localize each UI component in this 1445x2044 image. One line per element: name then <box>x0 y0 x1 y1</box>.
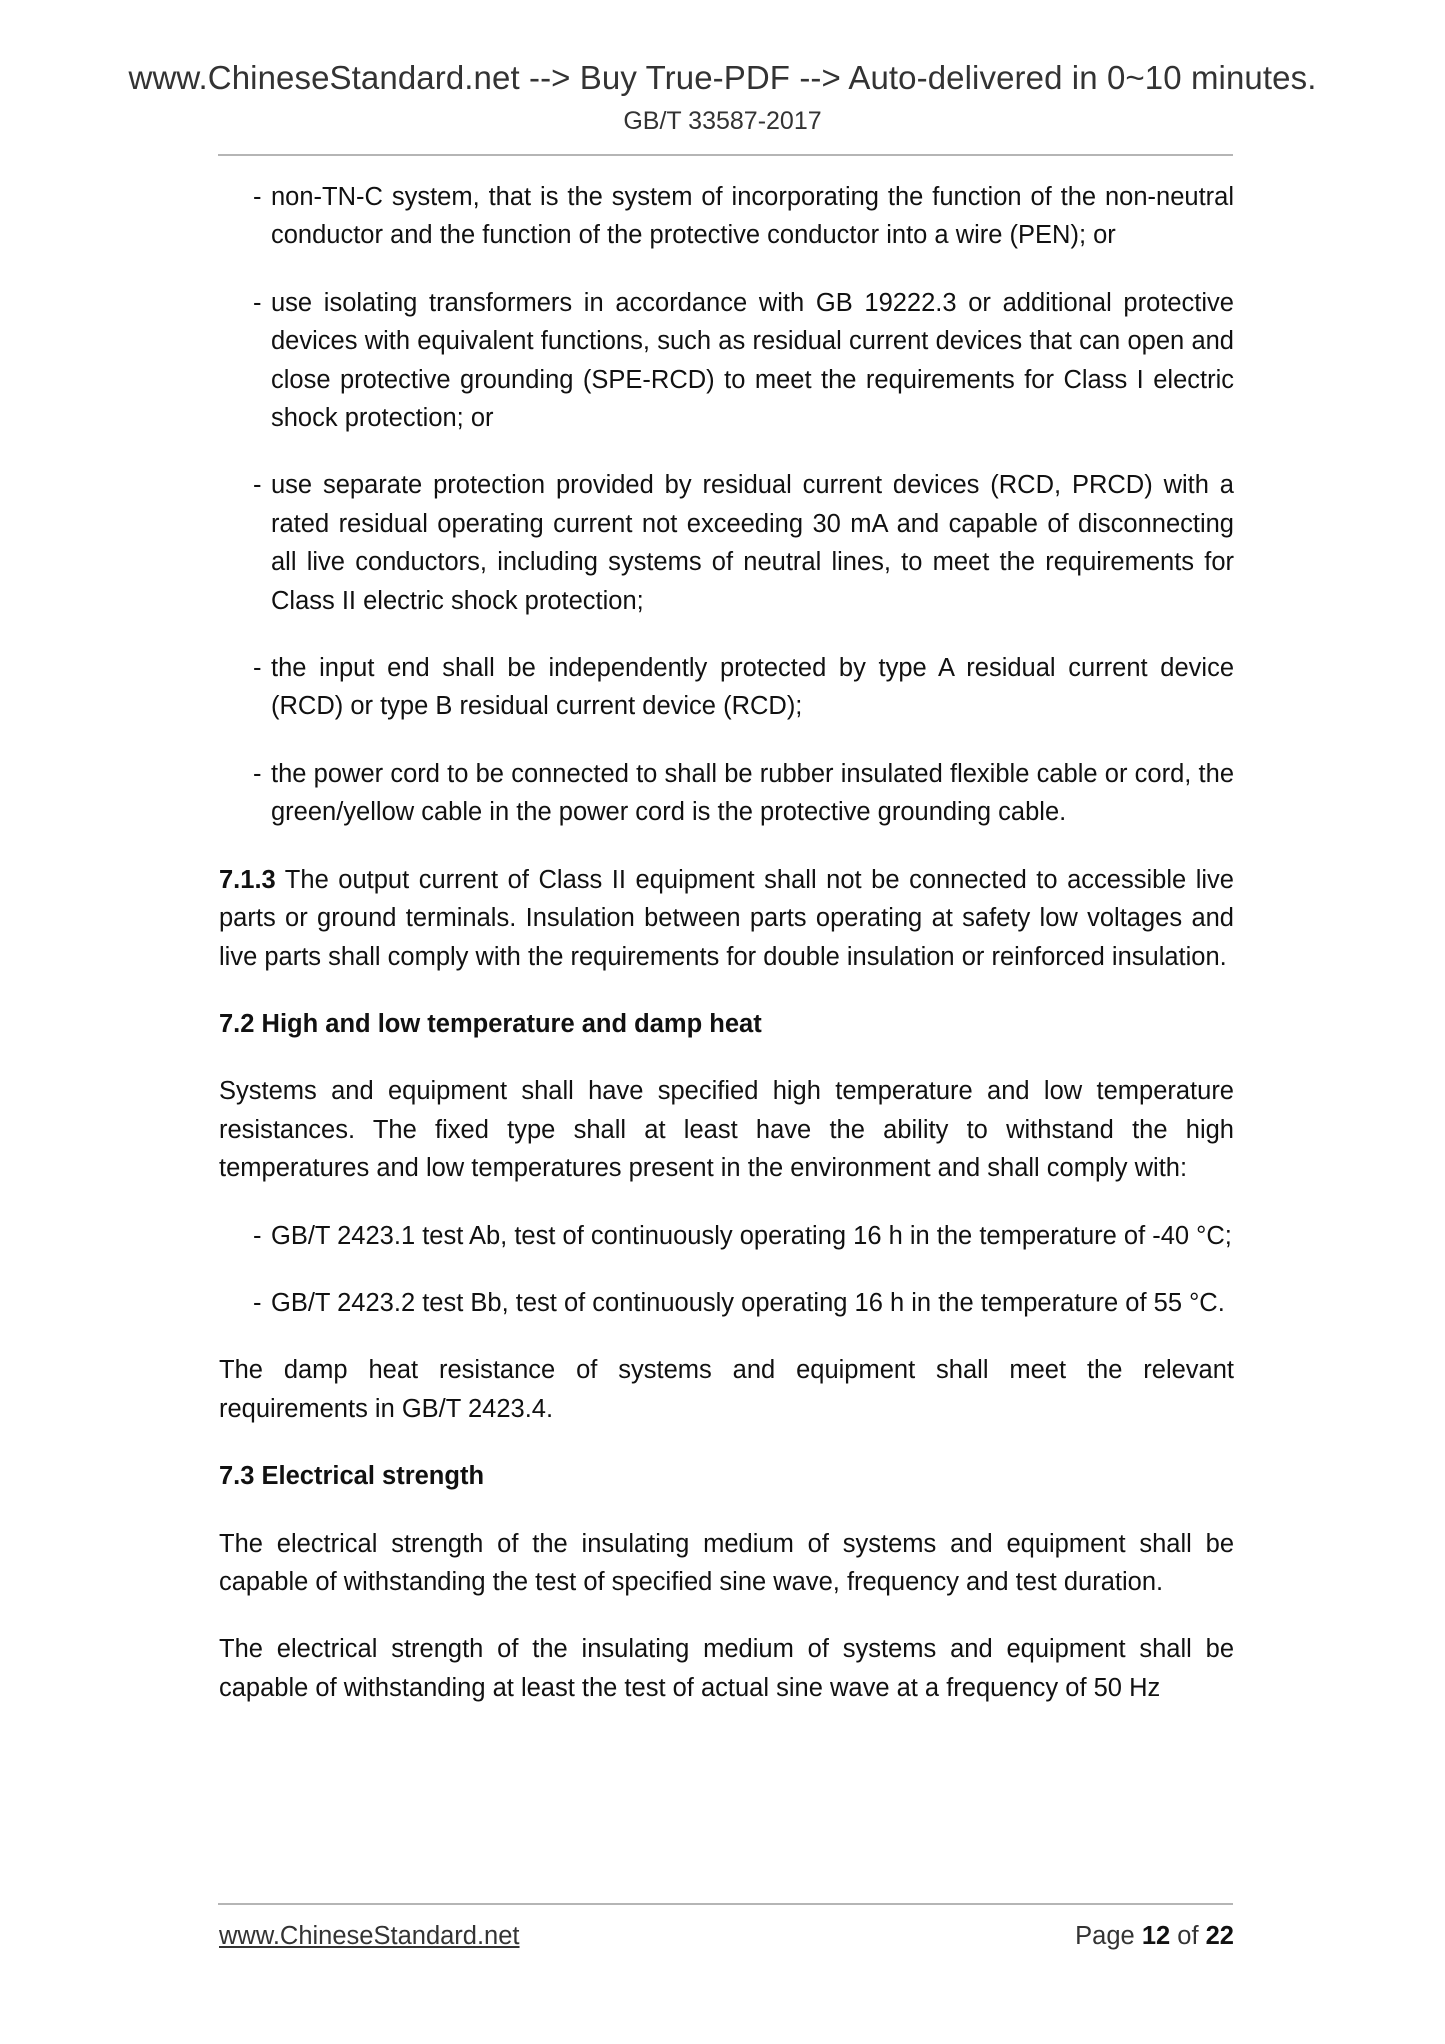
page-separator: of <box>1170 1922 1206 1950</box>
list-item <box>219 1284 1234 1322</box>
standard-code: GB/T 33587-2017 <box>623 107 822 135</box>
page-footer <box>219 1918 1234 1954</box>
footer-website-link[interactable]: www.ChineseStandard.net <box>219 1922 520 1950</box>
clause-number: 7.1.3 <box>219 865 276 894</box>
list-item-text: GB/T 2423.2 test Bb, test of continuously operating 16 h in the temperature of 55 °C. <box>271 1288 1225 1317</box>
page-indicator <box>1075 1918 1234 1954</box>
list-item <box>219 466 1234 620</box>
footer-divider <box>218 1903 1233 1905</box>
list-dash: - <box>253 1221 262 1250</box>
paragraph: The damp heat resistance of systems and equipment shall meet the relevant requirements in GB/T 2423.4. <box>219 1356 1234 1423</box>
list-dash: - <box>253 654 262 683</box>
list-item-text: use separate protection provided by residual current devices (RCD, PRCD) with a rated residual operating current not exceeding 30 mA and capable of disconnecting all live conductors, including systems of neutral lines, to meet the requirements for Class II electric shock protection; <box>271 471 1234 615</box>
section-heading-7-3: 7.3 Electrical strength <box>219 1462 485 1491</box>
clause-text: The output current of Class II equipment shall not be connected to accessible live parts or ground terminals. Insulation between parts operating at safety low voltages and live parts shall comply with the requirements for double insulation or reinforced insulation. <box>219 865 1234 971</box>
list-dash: - <box>253 183 262 211</box>
page-current: 12 <box>1141 1922 1171 1950</box>
list-item <box>219 649 1234 726</box>
paragraph: The electrical strength of the insulating medium of systems and equipment shall be capable of withstanding at least the test of actual sine wave at a frequency of 50 Hz <box>219 1635 1234 1702</box>
paragraph: Systems and equipment shall have specified high temperature and low temperature resistances. The fixed type shall at least have the ability to withstand the high temperatures and low temperatures present in the environment and shall comply with: <box>219 1077 1234 1183</box>
list-dash: - <box>253 288 262 317</box>
paragraph: The electrical strength of the insulating medium of systems and equipment shall be capable of withstanding the test of specified sine wave, frequency and test duration. <box>219 1529 1234 1596</box>
page-label: Page <box>1075 1922 1142 1950</box>
page-header <box>0 56 1445 138</box>
clause-7-1-3 <box>219 861 1234 976</box>
list-dash: - <box>253 471 262 500</box>
list-item-text: the power cord to be connected to shall be rubber insulated flexible cable or cord, the green/yellow cable in the power cord is the protective grounding cable. <box>271 759 1234 827</box>
list-item <box>219 284 1234 438</box>
list-item-text: use isolating transformers in accordance with GB 19222.3 or additional protective devices with equivalent functions, such as residual current devices that can open and close protective grounding (SPE-RCD) to meet the requirements for Class I electric shock protection; or <box>271 288 1234 433</box>
header-banner[interactable]: www.ChineseStandard.net --> Buy True-PDF --> Auto-delivered in 0~10 minutes. <box>128 59 1317 96</box>
header-divider <box>218 154 1233 156</box>
list-item-text: non-TN-C system, that is the system of incorporating the function of the non-neutral conductor and the function of the protective conductor into a wire (PEN); or <box>271 183 1234 250</box>
page-total: 22 <box>1205 1922 1234 1950</box>
list-item <box>219 1217 1234 1255</box>
list-item <box>219 755 1234 832</box>
list-item-text: GB/T 2423.1 test Ab, test of continuously operating 16 h in the temperature of -40 °C; <box>271 1221 1232 1250</box>
list-item-text: the input end shall be independently protected by type A residual current device (RCD) or type B residual current device (RCD); <box>271 654 1234 721</box>
document-body <box>219 178 1234 1736</box>
list-item <box>219 178 1234 255</box>
list-dash: - <box>253 759 262 788</box>
section-heading-7-2: 7.2 High and low temperature and damp heat <box>219 1009 762 1038</box>
list-dash: - <box>253 1288 262 1317</box>
